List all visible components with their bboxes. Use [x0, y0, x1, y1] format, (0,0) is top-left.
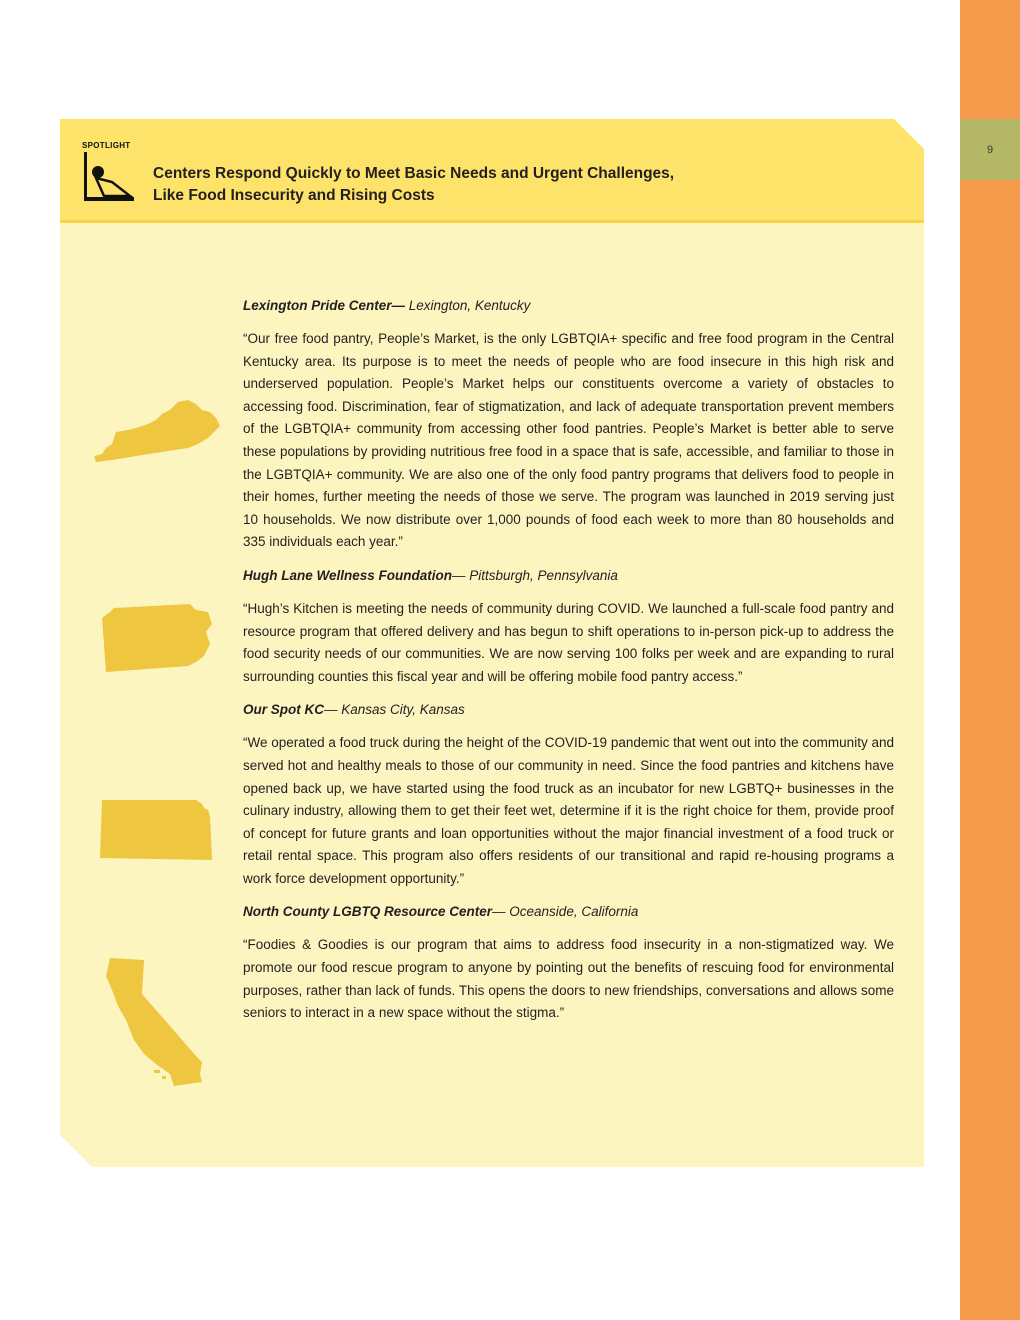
- title-line-2: Like Food Insecurity and Rising Costs: [153, 187, 435, 204]
- center-location: — Kansas City, Kansas: [324, 702, 465, 718]
- center-name: Our Spot KC: [243, 702, 324, 718]
- california-state-icon: [104, 956, 206, 1088]
- center-name: Hugh Lane Wellness Foundation: [243, 567, 453, 583]
- center-name: North County LGBTQ Resource Center: [243, 904, 493, 920]
- title-line-1: Centers Respond Quickly to Meet Basic Needs and Urgent Challenges,: [153, 165, 675, 182]
- quote-north-county: “Foodies & Goodies is our program that aims to address food insecurity in a non-stigmatized way. We promote our food rescue program to anyone by pointing out the benefits of rescuing food for environmental purposes, rather than lack of funds. This opens the doors to new friendships, conversations and allows some seniors to interact in a new space without the stigma.”: [243, 937, 894, 1021]
- page-title: [153, 163, 853, 207]
- center-location: Lexington, Kentucky: [405, 298, 531, 313]
- kentucky-state-icon: [92, 398, 222, 466]
- center-heading-our-spot-kc: [243, 700, 894, 720]
- center-location: — Oceanside, California: [492, 904, 639, 920]
- quote-lexington: “Our free food pantry, People’s Market, is the only LGBTQIA+ specific and free food program in the Central Kentucky area. Its purpose is to meet the needs of people who are food insecure in this high risk and underserved population. People’s Market helps our constituents overcome a variety of obstacles to accessing food. Discrimination, fear of stigmatization, and lack of adequate transportation prevent members of the LGBTQIA+ community from accessing other food pantries. People’s Market is better able to serve these populations by providing nutritious free food in a space that is safe, accessible, and familiar to those in the LGBTQIA+ community. We are also one of the only food pantry programs that delivers food to people in their homes, further meeting the needs of those we serve. The program was launched in 2019 serving just 10 households. We now distribute over 1,000 pounds of food each week to more than 80 households and 335 individuals each year.”: [243, 331, 894, 550]
- center-location: — Pittsburgh, Pennsylvania: [452, 567, 618, 583]
- pennsylvania-state-icon: [100, 604, 214, 674]
- center-name: Lexington Pride Center—: [243, 298, 406, 313]
- center-heading-hugh-lane: [243, 566, 894, 586]
- spotlight-icon: [84, 152, 136, 202]
- quote-hugh-lane: “Hugh’s Kitchen is meeting the needs of community during COVID. We launched a full-scale food pantry and resource program that offered delivery and has begun to shift operations to in-person pick-up to address the food security needs of our communities. We are now serving 100 folks per week and are expanding to rural surrounding counties this fiscal year and will be offering mobile food pantry access.”: [243, 600, 894, 684]
- center-heading-north-county: [243, 902, 894, 922]
- orange-side-bar: [960, 0, 1020, 1320]
- page-number: 9: [986, 143, 994, 156]
- spotlight-content: [243, 296, 894, 1037]
- center-heading-lexington: [243, 296, 894, 316]
- kansas-state-icon: [100, 798, 214, 862]
- page-number-tab: [960, 119, 1020, 180]
- spotlight-label: SPOTLIGHT: [82, 141, 131, 150]
- quote-our-spot-kc: “We operated a food truck during the height of the COVID-19 pandemic that went out into the community and served hot and healthy meals to those of our community in need. Since the food pantries and kitchens have opened back up, we have started using the food truck as an incubator for new LGBTQ+ businesses in the culinary industry, allowing them to get their feet wet, determine if it is the right choice for them, provide proof of concept for future grants and loan opportunities without the major financial investment of a food truck or retail rental space. This program also offers residents of our transitional and rapid re-housing programs a work force development opportunity.”: [243, 735, 894, 886]
